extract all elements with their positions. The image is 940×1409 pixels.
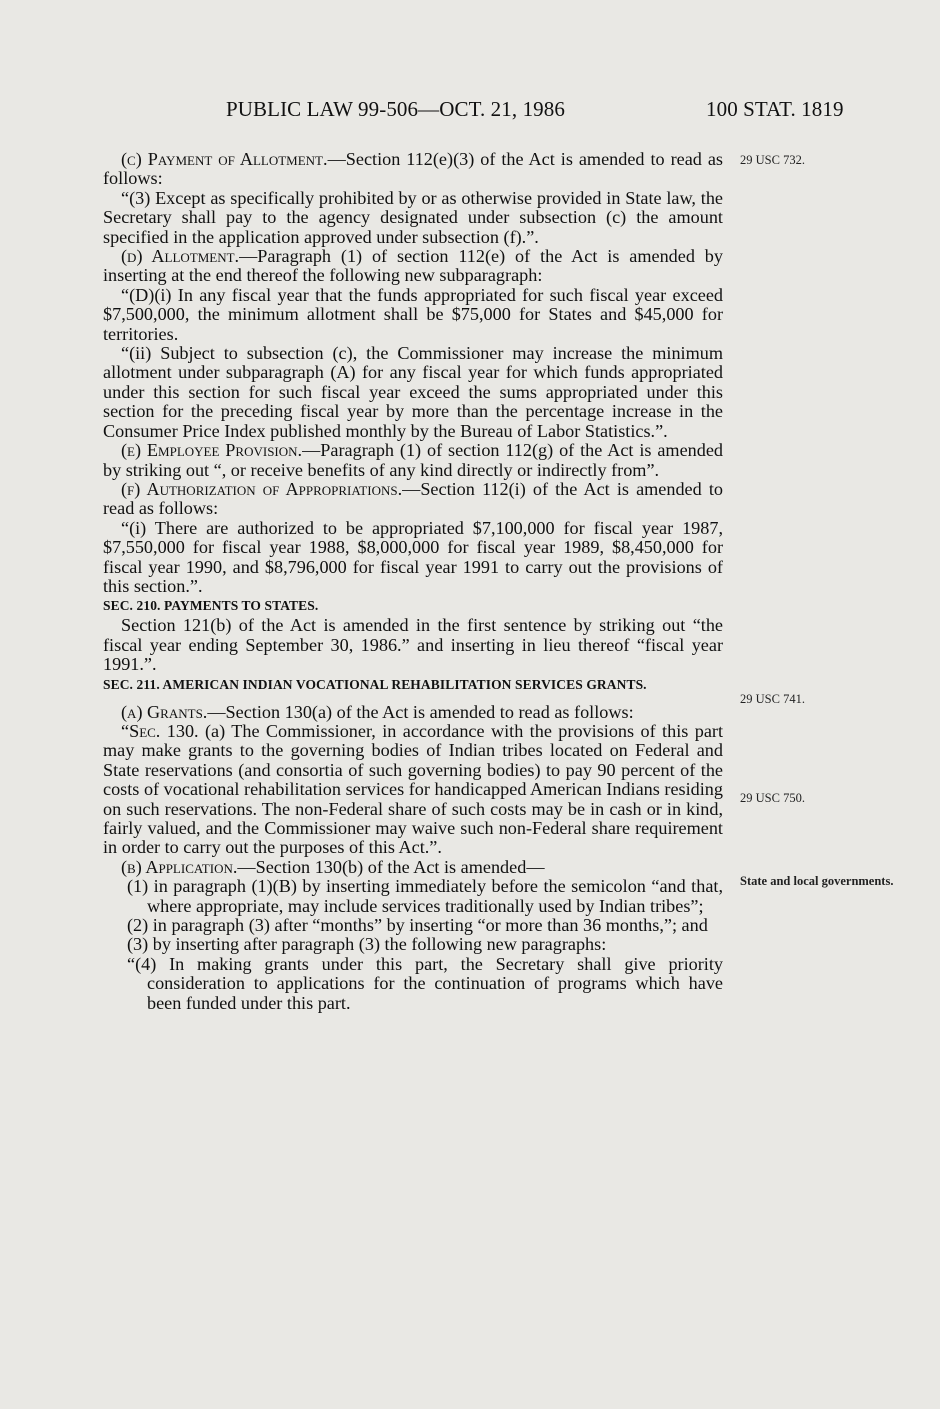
subsection-a-text: —Section 130(a) of the Act is amended to read as follows: — [207, 701, 634, 722]
subsection-c-text: —Section 112(e)(3) of the Act is amended to read as follows: — [103, 149, 724, 189]
margin-note-usc-750: 29 USC 750. — [740, 791, 805, 805]
subsection-b-text: —Section 130(b) of the Act is amended— — [237, 856, 545, 877]
subsection-c — [103, 150, 723, 189]
subsection-d-quote-ii: “(ii) Subject to subsection (c), the Commissioner may increase the minimum allotment under subparagraph (A) for any fiscal year for which funds appropriated under this section for such fiscal year exceed the sums appropriated under this section for the preceding fiscal year by more than the percentage increase in the Consumer Price Index published monthly by the Bureau of Labor Statistics.”. — [103, 343, 723, 441]
running-header-title: PUBLIC LAW 99-506—OCT. 21, 1986 — [226, 97, 565, 121]
margin-note-usc-741: 29 USC 741. — [740, 692, 805, 706]
paragraph-b2: (2) in paragraph (3) after “months” by inserting “or more than 36 months,”; and — [127, 915, 708, 936]
subsection-e — [103, 441, 723, 480]
subsection-a-heading: (a) Grants. — [121, 701, 208, 722]
subsection-f-heading: (f) Authorization of Appropriations. — [121, 478, 403, 499]
subsection-c-quote: “(3) Except as specifically prohibited by or as otherwise provided in State law, the Secretary shall pay to the agency designated under subsection (c) the amount specified in the application approved under subsection (f).”. — [103, 187, 723, 247]
subsection-b-heading: (b) Application. — [121, 856, 238, 877]
subsection-d-text: —Paragraph (1) of section 112(e) of the Act is amended by inserting at the end thereof the following new subparagraph: — [103, 246, 723, 286]
paragraph-b3: (3) by inserting after paragraph (3) the following new paragraphs: — [127, 934, 607, 955]
margin-note-usc-732: 29 USC 732. — [740, 153, 805, 167]
section-210-text: Section 121(b) of the Act is amended in the first sentence by striking out “the fiscal year ending September 30, 1986.” and inserting in lieu thereof “fiscal year 1991.”. — [103, 615, 723, 675]
section-211-heading: SEC. 211. AMERICAN INDIAN VOCATIONAL REHABILITATION SERVICES GRANTS. — [103, 676, 647, 692]
paragraph-b4: “(4) In making grants under this part, the Secretary shall give priority consideration to applications for the continuation of programs which have been funded under this part. — [127, 953, 723, 1013]
subsection-e-heading: (e) Employee Provision. — [121, 440, 303, 461]
statute-body — [103, 150, 723, 1013]
subsection-b — [103, 858, 723, 877]
subsection-a-quote — [103, 722, 723, 858]
subsection-d — [103, 247, 723, 286]
subsection-a-quote-text: 130. (a) The Commissioner, in accordance with the provisions of this part may make grants to the governing bodies of Indian tribes located on Federal and State reservations (and consortia of such governing bodies) to pay 90 percent of the costs of vocational rehabilitation services for handicapped American Indians residing on such reservations. The non-Federal share of such costs may be in cash or in kind, fairly valued, and the Commissioner may waive such non-Federal share requirement in order to carry out the purposes of this Act.”. — [103, 720, 723, 858]
statute-page-number: 100 STAT. 1819 — [706, 97, 844, 121]
section-210-heading: SEC. 210. PAYMENTS TO STATES. — [103, 598, 319, 614]
subsection-d-quote-i: “(D)(i) In any fiscal year that the funds appropriated for such fiscal year exceed $7,500,000, the minimum allotment shall be $75,000 for States and $45,000 for territories. — [103, 284, 723, 344]
subsection-c-heading: (c) Payment of Allotment. — [121, 149, 328, 169]
subsection-a-quote-lead: “Sec. — [121, 720, 161, 741]
margin-note-state-local: State and local governments. — [740, 874, 894, 888]
subsection-d-heading: (d) Allotment. — [121, 246, 240, 267]
subsection-a — [103, 703, 723, 722]
subsection-e-text: —Paragraph (1) of section 112(g) of the Act is amended by striking out “, or receive benefits of any kind directly or indirectly from”. — [103, 440, 723, 480]
subsection-f — [103, 480, 723, 519]
subsection-f-quote: “(i) There are authorized to be appropriated $7,100,000 for fiscal year 1987, $7,550,000 for fiscal year 1988, $8,000,000 for fiscal year 1989, $8,450,000 for fiscal year 1990, and $8,796,000 for fiscal year 1991 to carry out the provisions of this section.”. — [103, 517, 723, 596]
subsection-f-text: —Section 112(i) of the Act is amended to read as follows: — [103, 478, 723, 519]
paragraph-b1: (1) in paragraph (1)(B) by inserting immediately before the semicolon “and that, where appropriate, may include services traditionally used by Indian tribes”; — [127, 876, 723, 916]
